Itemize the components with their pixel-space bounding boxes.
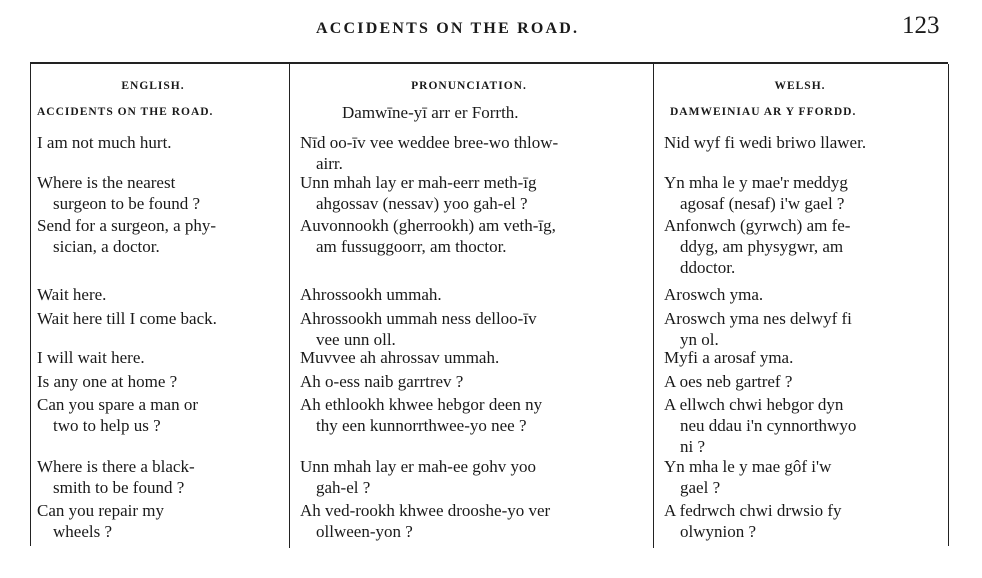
english-line: Where is there a black- <box>37 457 195 476</box>
english-entry <box>37 172 269 214</box>
english-line: wheels ? <box>53 522 113 541</box>
english-entry <box>37 347 269 368</box>
pronunciation-line: Ah ethlookh khwee hebgor deen ny <box>300 395 543 414</box>
welsh-line: A oes neb gartref ? <box>664 372 793 391</box>
pronunciation-line: Auvonnookh (gherrookh) am veth-īg, <box>300 216 556 235</box>
pronunciation-line: Muvvee ah ahrossav ummah. <box>300 348 500 367</box>
english-line: Send for a surgeon, a phy- <box>37 216 217 235</box>
welsh-line: A ellwch chwi hebgor dyn <box>664 395 844 414</box>
pronunciation-column <box>300 62 638 548</box>
running-title: ACCIDENTS ON THE ROAD. <box>316 20 580 37</box>
welsh-line: Myfi a arosaf yma. <box>664 348 794 367</box>
english-line: surgeon to be found ? <box>53 194 200 213</box>
english-entry <box>37 500 269 542</box>
page-header <box>0 0 982 56</box>
pronunciation-line: thy een kunnorrthwee-yo nee ? <box>316 416 527 435</box>
english-line: I am not much hurt. <box>37 133 172 152</box>
pronunciation-line: Nīd oo-īv vee weddee bree-wo thlow- <box>300 133 559 152</box>
welsh-line: ddyg, am physygwr, am <box>680 237 844 256</box>
column-divider-1 <box>289 64 290 548</box>
welsh-entry <box>664 347 936 368</box>
welsh-line: ni ? <box>680 437 706 456</box>
welsh-entry <box>664 308 936 350</box>
english-entry <box>37 456 269 498</box>
english-line: smith to be found ? <box>53 478 185 497</box>
welsh-line: A fedrwch chwi drwsio fy <box>664 501 842 520</box>
welsh-column-heading: WELSH. <box>774 80 826 92</box>
welsh-entry <box>664 456 936 498</box>
welsh-line: yn ol. <box>680 330 719 349</box>
pronunciation-line: Ahrossookh ummah ness delloo-īv <box>300 309 537 328</box>
welsh-entry <box>664 500 936 542</box>
pronunciation-entry <box>300 371 638 392</box>
pronunciation-entry <box>300 172 638 214</box>
pronunciation-section-title: Damwīne-yī arr er Forrth. <box>342 103 519 122</box>
column-divider-2 <box>653 64 654 548</box>
pronunciation-line: vee unn oll. <box>316 330 396 349</box>
english-entry <box>37 308 269 329</box>
welsh-column <box>664 62 936 548</box>
pronunciation-entry <box>300 394 638 436</box>
english-entry <box>37 284 269 305</box>
welsh-line: Aroswch yma nes delwyf fi <box>664 309 852 328</box>
page-number: 123 <box>902 12 940 39</box>
english-line: I will wait here. <box>37 348 145 367</box>
welsh-entry <box>664 371 936 392</box>
english-line: Can you spare a man or <box>37 395 198 414</box>
pronunciation-line: Ah o-ess naib garrtrev ? <box>300 372 464 391</box>
pronunciation-line: Unn mhah lay er mah-ee gohv yoo <box>300 457 537 476</box>
welsh-section-title: DAMWEINIAU AR Y FFORDD. <box>670 106 857 118</box>
pronunciation-line: gah-el ? <box>316 478 371 497</box>
pronunciation-line: am fussuggoorr, am thoctor. <box>316 237 507 256</box>
english-line: Where is the nearest <box>37 173 176 192</box>
english-line: sician, a doctor. <box>53 237 160 256</box>
pronunciation-column-heading: PRONUNCIATION. <box>411 80 527 92</box>
english-line: two to help us ? <box>53 416 161 435</box>
pronunciation-entry <box>300 500 638 542</box>
welsh-line: Nid wyf fi wedi briwo llawer. <box>664 133 867 152</box>
welsh-entry <box>664 284 936 305</box>
english-column <box>37 62 269 548</box>
pronunciation-entry <box>300 215 638 257</box>
english-column-heading: ENGLISH. <box>121 80 185 92</box>
pronunciation-line: Unn mhah lay er mah-eerr meth-īg <box>300 173 537 192</box>
welsh-line: gael ? <box>680 478 721 497</box>
pronunciation-entry <box>300 284 638 305</box>
pronunciation-line: Ahrossookh ummah. <box>300 285 442 304</box>
pronunciation-entry <box>300 132 638 174</box>
welsh-line: ddoctor. <box>680 258 736 277</box>
english-entry <box>37 371 269 392</box>
welsh-line: agosaf (nesaf) i'w gael ? <box>680 194 845 213</box>
welsh-line: Anfonwch (gyrwch) am fe- <box>664 216 851 235</box>
english-line: Wait here till I come back. <box>37 309 217 328</box>
welsh-entry <box>664 394 936 457</box>
column-divider-right <box>948 64 949 546</box>
pronunciation-line: Ah ved-rookh khwee drooshe-yo ver <box>300 501 551 520</box>
pronunciation-line: ollween-yon ? <box>316 522 413 541</box>
english-entry <box>37 215 269 257</box>
english-entry <box>37 132 269 153</box>
welsh-entry <box>664 132 936 153</box>
english-line: Wait here. <box>37 285 107 304</box>
english-line: Can you repair my <box>37 501 164 520</box>
welsh-line: neu ddau i'n cynnorthwyo <box>680 416 857 435</box>
english-entry <box>37 394 269 436</box>
english-line: Is any one at home ? <box>37 372 178 391</box>
english-section-title: ACCIDENTS ON THE ROAD. <box>37 106 214 118</box>
welsh-entry <box>664 215 936 278</box>
pronunciation-line: airr. <box>316 154 343 173</box>
column-divider-left <box>30 64 31 546</box>
pronunciation-line: ahgossav (nessav) yoo gah-el ? <box>316 194 528 213</box>
welsh-line: Yn mha le y mae'r meddyg <box>664 173 848 192</box>
welsh-line: Yn mha le y mae gôf i'w <box>664 457 832 476</box>
pronunciation-entry <box>300 347 638 368</box>
pronunciation-entry <box>300 308 638 350</box>
welsh-entry <box>664 172 936 214</box>
welsh-line: olwynion ? <box>680 522 757 541</box>
pronunciation-entry <box>300 456 638 498</box>
welsh-line: Aroswch yma. <box>664 285 764 304</box>
